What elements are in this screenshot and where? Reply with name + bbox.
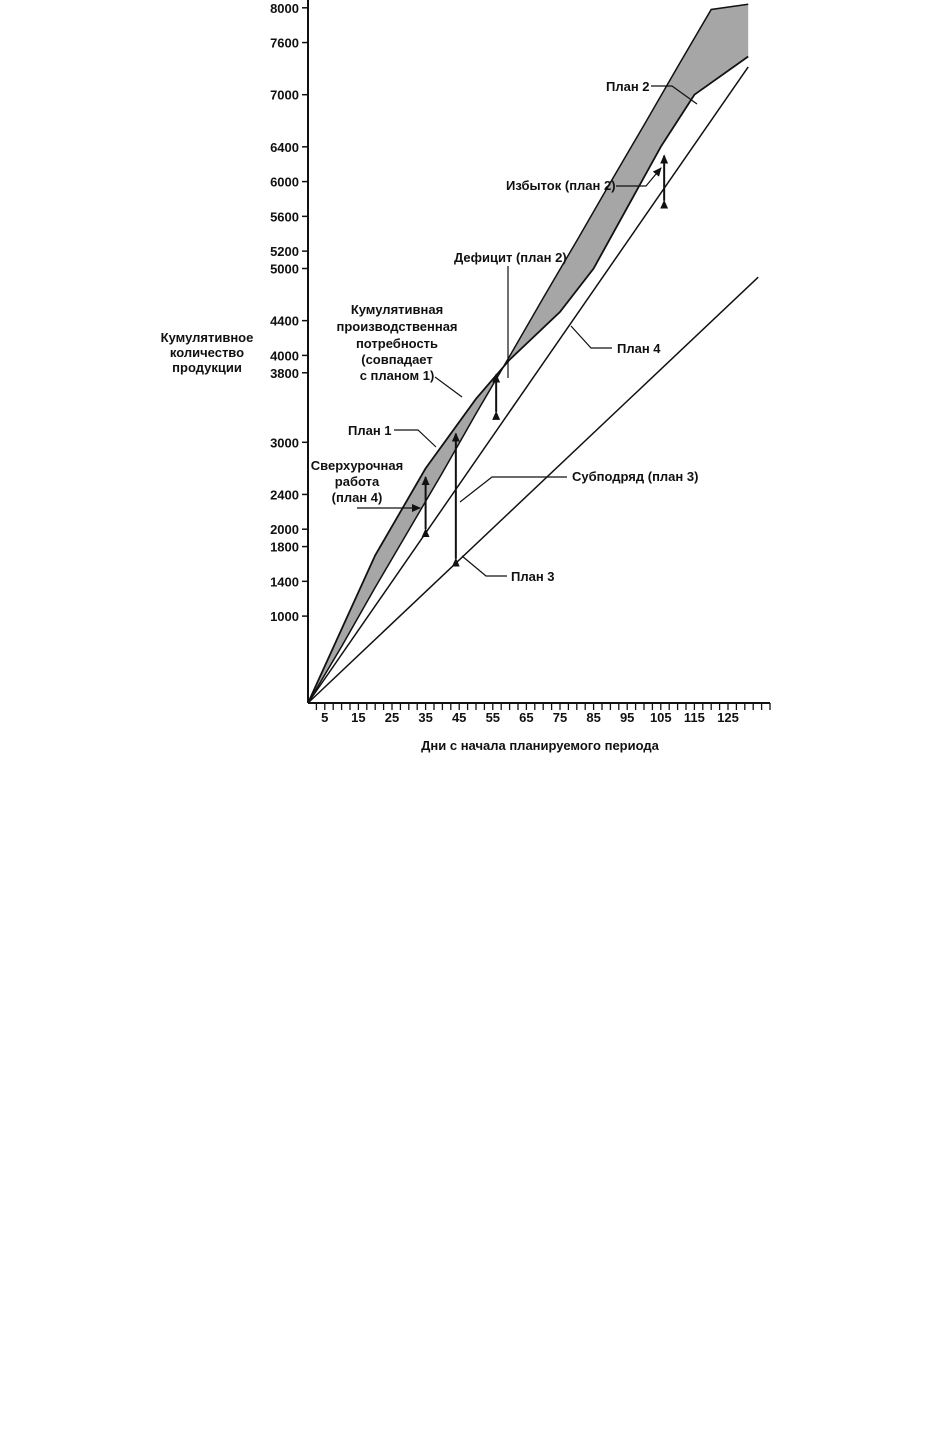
series-line-3 bbox=[308, 67, 748, 703]
x-tick-label-95: 95 bbox=[619, 710, 635, 725]
y-tick-label-1400: 1400 bbox=[270, 574, 299, 590]
y-tick-label-2000: 2000 bbox=[270, 522, 299, 538]
annotation-demand-line-1: Кумулятивная bbox=[350, 302, 444, 317]
y-tick-label-8000: 8000 bbox=[270, 0, 299, 16]
annotation-overtime-line-1: Сверхурочная bbox=[310, 458, 404, 473]
annotation-plan-4: План 4 bbox=[617, 341, 661, 356]
x-tick-label-45: 45 bbox=[451, 710, 467, 725]
y-tick-label-1000: 1000 bbox=[270, 609, 299, 625]
y-tick-label-6000: 6000 bbox=[270, 174, 299, 190]
y-ticks bbox=[270, 1, 308, 624]
leader-plan-1 bbox=[394, 430, 436, 447]
annotation-deficit: Дефицит (план 2) bbox=[454, 250, 567, 265]
x-tick-label-125: 125 bbox=[717, 710, 739, 725]
leader-plan-4 bbox=[571, 326, 612, 348]
y-tick-label-7000: 7000 bbox=[270, 87, 299, 103]
vertical-markers bbox=[426, 156, 665, 559]
y-tick-label-2400: 2400 bbox=[270, 487, 299, 503]
annotation-demand-line-2: производственная bbox=[336, 319, 458, 334]
y-axis-title-line-3: продукции bbox=[172, 360, 242, 375]
x-tick-label-75: 75 bbox=[552, 710, 568, 725]
y-axis-title-line-1: Кумулятивное bbox=[160, 330, 254, 345]
y-tick-label-3000: 3000 bbox=[270, 435, 299, 451]
annotation-plan-2: План 2 bbox=[606, 79, 650, 94]
annotation-overtime-line-2: работа bbox=[334, 474, 380, 489]
annotation-plan-1: План 1 bbox=[348, 423, 392, 438]
y-axis-title-line-2: количество bbox=[169, 345, 245, 360]
annotation-plan-3: План 3 bbox=[511, 569, 555, 584]
y-tick-label-5600: 5600 bbox=[270, 209, 299, 225]
y-axis-title bbox=[161, 330, 254, 375]
y-tick-label-3800: 3800 bbox=[270, 365, 299, 381]
y-tick-label-4400: 4400 bbox=[270, 313, 299, 329]
y-tick-label-4000: 4000 bbox=[270, 348, 299, 364]
x-ticks bbox=[316, 703, 770, 725]
x-tick-label-35: 35 bbox=[418, 710, 433, 725]
annotation-surplus: Избыток (план 2) bbox=[506, 178, 616, 193]
y-tick-label-6400: 6400 bbox=[270, 139, 299, 155]
x-tick-label-5: 5 bbox=[321, 710, 329, 725]
x-tick-label-115: 115 bbox=[683, 710, 705, 725]
annotation-demand-line-5: с планом 1) bbox=[359, 368, 435, 383]
leader-demand bbox=[435, 377, 462, 397]
x-tick-label-105: 105 bbox=[649, 710, 672, 725]
x-tick-label-25: 25 bbox=[384, 710, 400, 725]
x-tick-label-85: 85 bbox=[586, 710, 601, 725]
y-tick-label-5200: 5200 bbox=[270, 244, 299, 260]
x-tick-label-55: 55 bbox=[485, 710, 501, 725]
y-tick-label-1800: 1800 bbox=[270, 539, 299, 555]
annotation-subcontract: Субподряд (план 3) bbox=[572, 469, 699, 484]
leader-subcontract bbox=[460, 477, 567, 502]
y-tick-label-5000: 5000 bbox=[270, 261, 299, 277]
y-tick-label-7600: 7600 bbox=[270, 35, 299, 51]
leader-plan-3 bbox=[462, 556, 507, 576]
x-tick-label-65: 65 bbox=[519, 710, 534, 725]
x-axis-title: Дни с начала планируемого периода bbox=[421, 738, 659, 753]
annotation-overtime-line-3: (план 4) bbox=[331, 490, 383, 505]
x-tick-label-15: 15 bbox=[351, 710, 366, 725]
annotation-demand-line-4: (совпадает bbox=[361, 352, 433, 367]
annotation-demand-line-3: потребность bbox=[355, 336, 439, 351]
